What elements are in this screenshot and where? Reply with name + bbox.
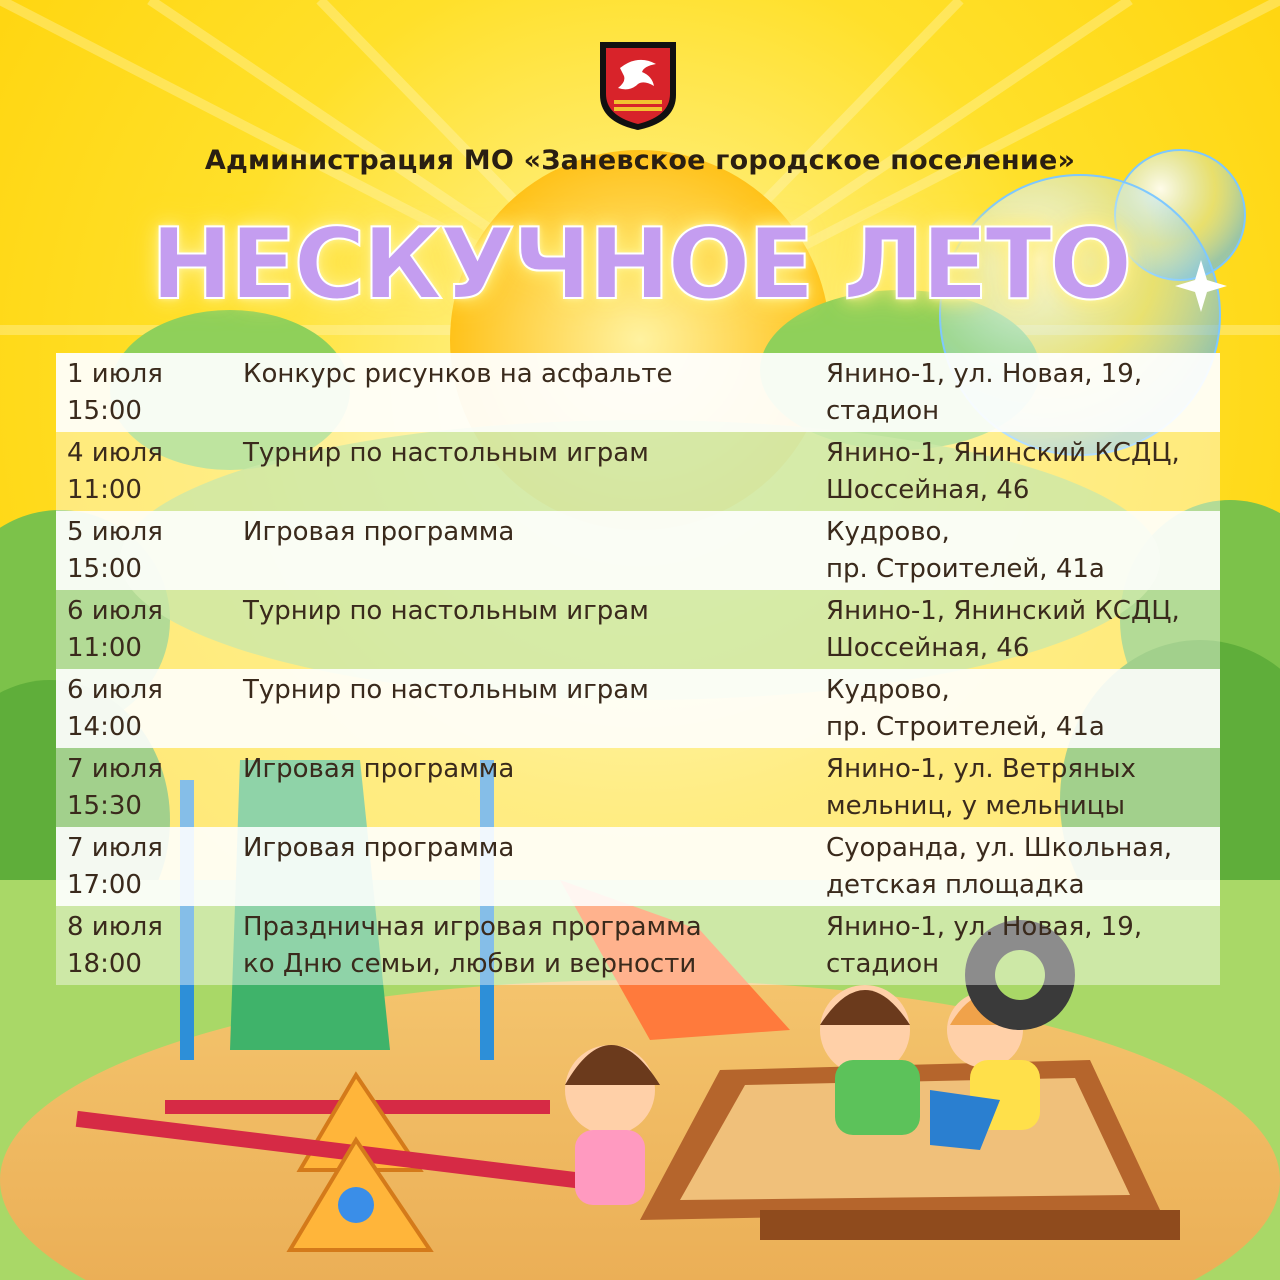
event-title bbox=[239, 906, 826, 985]
event-location-line: пр. Строителей, 41а bbox=[826, 712, 1105, 742]
event-location-line: Кудрово, bbox=[826, 517, 950, 547]
event-location bbox=[826, 669, 1220, 748]
schedule-row bbox=[56, 353, 1220, 432]
event-title-line: Турнир по настольным играм bbox=[243, 438, 649, 468]
event-date: 6 июля bbox=[67, 675, 163, 705]
schedule-row bbox=[56, 669, 1220, 748]
schedule-datetime bbox=[56, 353, 239, 432]
event-title bbox=[239, 669, 826, 748]
event-time: 15:00 bbox=[67, 554, 142, 584]
schedule-row bbox=[56, 906, 1220, 985]
event-title-line: Игровая программа bbox=[243, 833, 515, 863]
event-time: 11:00 bbox=[67, 475, 142, 505]
schedule-datetime bbox=[56, 906, 239, 985]
main-title: НЕСКУЧНОЕ ЛЕТО bbox=[150, 208, 1130, 322]
schedule-datetime bbox=[56, 827, 239, 906]
event-date: 8 июля bbox=[67, 912, 163, 942]
event-location bbox=[826, 748, 1220, 827]
event-location-line: Янино-1, ул. Ветряных bbox=[826, 754, 1136, 784]
event-time: 17:00 bbox=[67, 870, 142, 900]
event-location-line: Янино-1, ул. Новая, 19, bbox=[826, 912, 1143, 942]
schedule-table bbox=[56, 353, 1220, 985]
organization-name: Администрация МО «Заневское городское поселение» bbox=[204, 145, 1076, 176]
event-location bbox=[826, 906, 1220, 985]
event-time: 14:00 bbox=[67, 712, 142, 742]
event-date: 4 июля bbox=[67, 438, 163, 468]
event-title-line: Игровая программа bbox=[243, 517, 515, 547]
event-title-line: Турнир по настольным играм bbox=[243, 675, 649, 705]
event-title-line: Праздничная игровая программа bbox=[243, 912, 702, 942]
event-title bbox=[239, 511, 826, 590]
event-time: 15:00 bbox=[67, 396, 142, 426]
event-location-line: мельниц, у мельницы bbox=[826, 791, 1125, 821]
event-date: 5 июля bbox=[67, 517, 163, 547]
event-location bbox=[826, 511, 1220, 590]
event-location bbox=[826, 827, 1220, 906]
schedule-datetime bbox=[56, 669, 239, 748]
event-title bbox=[239, 353, 826, 432]
event-location-line: Суоранда, ул. Школьная, bbox=[826, 833, 1173, 863]
event-title bbox=[239, 748, 826, 827]
event-location-line: детская площадка bbox=[826, 870, 1085, 900]
event-title-line: Конкурс рисунков на асфальте bbox=[243, 359, 673, 389]
event-location-line: стадион bbox=[826, 949, 940, 979]
schedule-datetime bbox=[56, 432, 239, 511]
event-date: 6 июля bbox=[67, 596, 163, 626]
event-time: 18:00 bbox=[67, 949, 142, 979]
schedule-datetime bbox=[56, 511, 239, 590]
schedule-row bbox=[56, 748, 1220, 827]
event-date: 1 июля bbox=[67, 359, 163, 389]
event-location-line: пр. Строителей, 41а bbox=[826, 554, 1105, 584]
event-date: 7 июля bbox=[67, 833, 163, 863]
event-location bbox=[826, 590, 1220, 669]
coat-of-arms-icon bbox=[598, 40, 678, 132]
event-location-line: Шоссейная, 46 bbox=[826, 475, 1030, 505]
event-title-line: Игровая программа bbox=[243, 754, 515, 784]
event-location-line: Шоссейная, 46 bbox=[826, 633, 1030, 663]
event-location bbox=[826, 353, 1220, 432]
schedule-row bbox=[56, 827, 1220, 906]
event-date: 7 июля bbox=[67, 754, 163, 784]
event-title bbox=[239, 590, 826, 669]
event-title bbox=[239, 432, 826, 511]
event-time: 15:30 bbox=[67, 791, 142, 821]
event-location-line: Янино-1, Янинский КСДЦ, bbox=[826, 438, 1180, 468]
event-title-line: ко Дню семьи, любви и верности bbox=[243, 949, 697, 979]
schedule-row bbox=[56, 432, 1220, 511]
schedule-datetime bbox=[56, 748, 239, 827]
schedule-datetime bbox=[56, 590, 239, 669]
schedule-row bbox=[56, 511, 1220, 590]
event-location-line: стадион bbox=[826, 396, 940, 426]
event-title bbox=[239, 827, 826, 906]
event-location-line: Янино-1, ул. Новая, 19, bbox=[826, 359, 1143, 389]
event-location-line: Янино-1, Янинский КСДЦ, bbox=[826, 596, 1180, 626]
event-location bbox=[826, 432, 1220, 511]
event-time: 11:00 bbox=[67, 633, 142, 663]
event-title-line: Турнир по настольным играм bbox=[243, 596, 649, 626]
schedule-row bbox=[56, 590, 1220, 669]
event-location-line: Кудрово, bbox=[826, 675, 950, 705]
